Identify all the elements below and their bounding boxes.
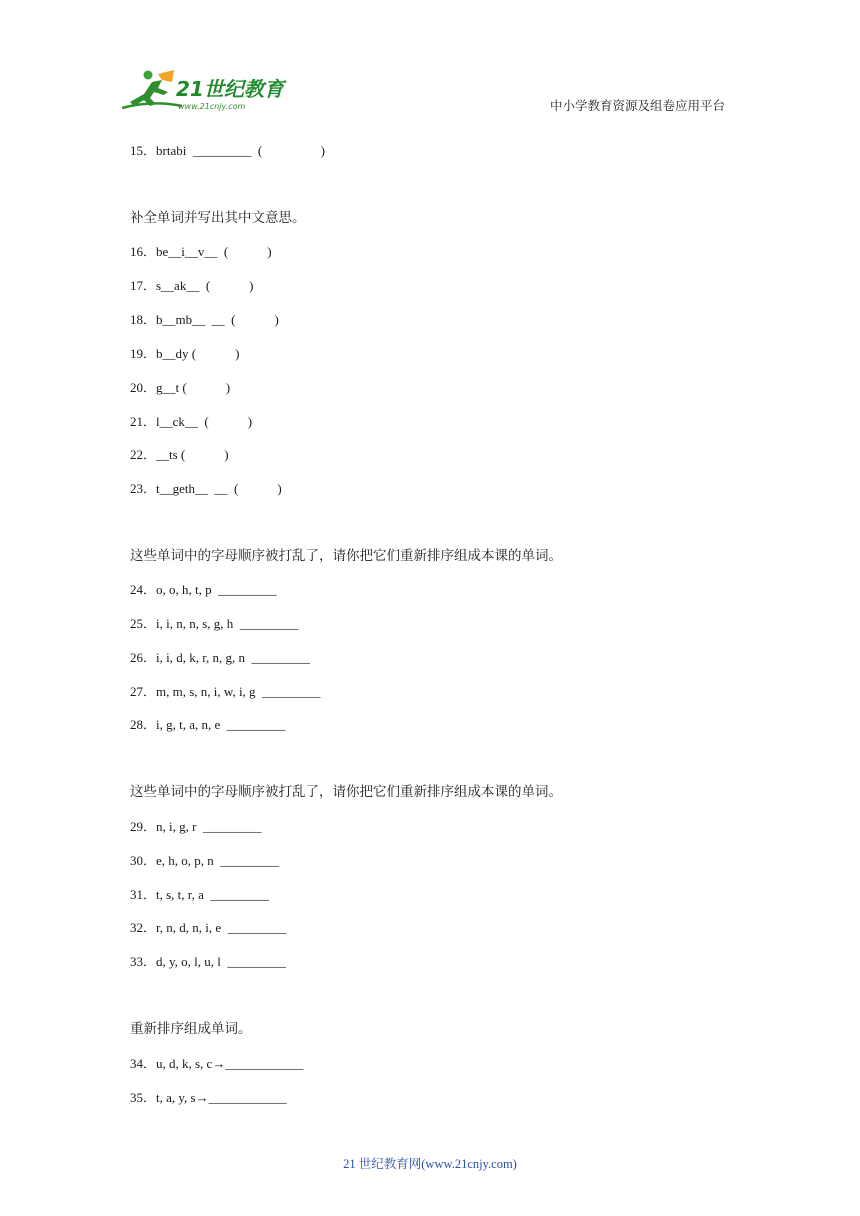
section-heading-complete-words: 补全单词并写出其中文意思。 (130, 210, 306, 225)
question-34: 34．u, d, k, s, c→____________ (130, 1056, 304, 1071)
question-30: 30．e, h, o, p, n _________ (130, 853, 279, 868)
question-35: 35．t, a, y, s→____________ (130, 1090, 287, 1105)
section-heading-unscramble-2: 这些单词中的字母顺序被打乱了，请你把它们重新排序组成本课的单词。 (130, 784, 562, 799)
question-31: 31．t, s, t, r, a _________ (130, 887, 269, 902)
logo-figure-head (144, 71, 153, 80)
question-16: 16．be__i__v__ ( ) (130, 244, 272, 259)
question-15: 15．brtabi _________ ( ) (130, 143, 325, 158)
question-24: 24．o, o, h, t, p _________ (130, 582, 277, 597)
question-17: 17．s__ak__ ( ) (130, 278, 254, 293)
question-18: 18．b__mb__ __ ( ) (130, 312, 279, 327)
question-25: 25．i, i, n, n, s, g, h _________ (130, 616, 299, 631)
logo-21cnjy (122, 68, 292, 114)
question-26: 26．i, i, d, k, r, n, g, n _________ (130, 650, 311, 665)
question-32: 32．r, n, d, n, i, e _________ (130, 920, 287, 935)
question-28: 28．i, g, t, a, n, e _________ (130, 717, 286, 732)
question-22: 22．__ts ( ) (130, 447, 229, 462)
question-20: 20．g__t ( ) (130, 380, 231, 395)
section-heading-reorder: 重新排序组成单词。 (130, 1021, 252, 1036)
page-footer: 21 世纪教育网(www.21cnjy.com) (343, 1157, 517, 1171)
page-header (0, 0, 860, 125)
logo-figure-body (130, 80, 168, 106)
question-33: 33．d, y, o, l, u, l _________ (130, 954, 286, 969)
question-27: 27．m, m, s, n, i, w, i, g _________ (130, 684, 321, 699)
question-23: 23．t__geth__ __ ( ) (130, 481, 282, 496)
question-19: 19．b__dy ( ) (130, 346, 240, 361)
logo-flag (158, 70, 174, 82)
logo-text: 21世纪教育 (176, 77, 284, 101)
logo-swoosh (122, 103, 182, 108)
question-29: 29．n, i, g, r _________ (130, 819, 262, 834)
logo-url: www.21cnjy.com (178, 102, 246, 111)
question-21: 21．l__ck__ ( ) (130, 414, 253, 429)
section-heading-unscramble-1: 这些单词中的字母顺序被打乱了，请你把它们重新排序组成本课的单词。 (130, 548, 562, 563)
header-platform-text: 中小学教育资源及组卷应用平台 (550, 99, 726, 113)
